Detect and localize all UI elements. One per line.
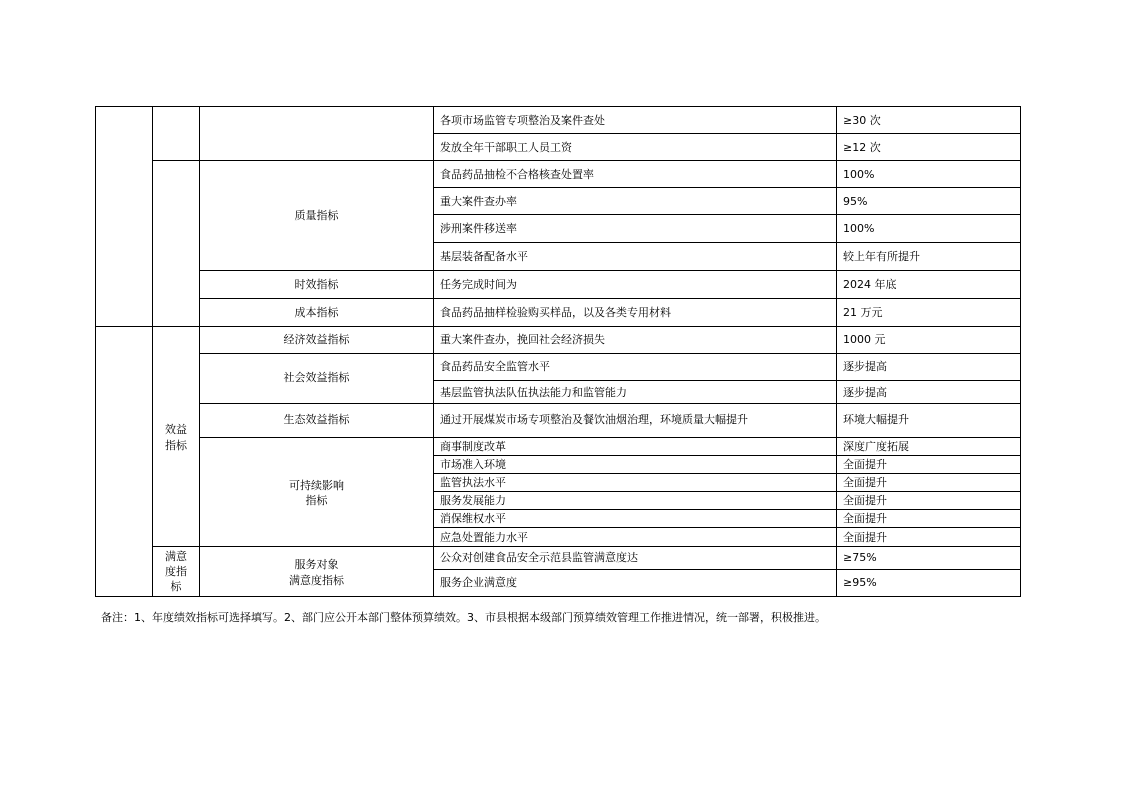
indicator-cell: 基层装备配备水平 — [440, 250, 528, 263]
category-quality: 质量指标 — [294, 209, 339, 222]
value-cell: ≥95% — [843, 576, 877, 589]
value-cell: 2024 年底 — [843, 278, 897, 291]
value-cell: 环境大幅提升 — [843, 413, 909, 426]
category-benefit-line2: 指标 — [165, 439, 187, 452]
category-economic: 经济效益指标 — [283, 333, 350, 346]
row-divider — [433, 455, 1021, 456]
category-ecological: 生态效益指标 — [283, 413, 350, 426]
indicator-cell: 服务发展能力 — [440, 494, 506, 507]
value-cell: 逐步提高 — [843, 360, 887, 373]
indicator-cell: 服务企业满意度 — [440, 576, 517, 589]
table-bottom-border — [95, 596, 1021, 597]
row-divider — [433, 527, 1021, 528]
category-benefit-line1: 效益 — [165, 423, 187, 436]
category-social: 社会效益指标 — [283, 371, 350, 384]
indicator-cell: 商事制度改革 — [440, 440, 506, 453]
category-service-line2: 满意度指标 — [289, 574, 344, 587]
value-cell: 1000 元 — [843, 333, 886, 346]
table-right-border — [1020, 106, 1021, 597]
indicator-cell: 任务完成时间为 — [440, 278, 517, 291]
col-divider — [199, 106, 200, 597]
value-cell: 全面提升 — [843, 458, 887, 471]
indicator-cell: 涉刑案件移送率 — [440, 222, 517, 235]
value-cell: 全面提升 — [843, 494, 887, 507]
indicator-cell: 食品药品抽样检验购买样品，以及各类专用材料 — [440, 306, 671, 319]
value-cell: ≥75% — [843, 551, 877, 564]
category-sustainable-line2: 指标 — [305, 494, 328, 507]
indicator-cell: 食品药品安全监管水平 — [440, 360, 550, 373]
row-divider — [95, 326, 1021, 327]
category-satisfaction-line3: 标 — [170, 580, 182, 593]
row-divider — [433, 380, 1021, 381]
value-cell: 95% — [843, 195, 868, 208]
col-divider — [95, 106, 96, 597]
indicator-cell: 通过开展煤炭市场专项整治及餐饮油烟治理，环境质量大幅提升 — [440, 413, 748, 426]
value-cell: 100% — [843, 168, 875, 181]
category-satisfaction-line2: 度指 — [165, 565, 187, 578]
category-cost: 成本指标 — [294, 306, 339, 319]
value-cell: 全面提升 — [843, 476, 887, 489]
indicator-cell: 重大案件查办，挽回社会经济损失 — [440, 333, 605, 346]
indicator-cell: 市场准入环境 — [440, 458, 506, 471]
value-cell: 全面提升 — [843, 531, 887, 544]
row-divider — [433, 242, 1021, 243]
col-divider — [152, 106, 153, 597]
row-divider — [199, 353, 1021, 354]
row-divider — [433, 214, 1021, 215]
row-divider — [433, 187, 1021, 188]
row-divider — [433, 133, 1021, 134]
table-top-border — [95, 106, 1021, 107]
row-divider — [199, 270, 1021, 271]
col-divider — [433, 106, 434, 597]
category-service-line1: 服务对象 — [294, 558, 339, 571]
category-satisfaction-line1: 满意 — [165, 550, 187, 563]
row-divider — [199, 437, 1021, 438]
row-divider — [433, 491, 1021, 492]
indicator-cell: 基层监管执法队伍执法能力和监管能力 — [440, 386, 627, 399]
value-cell: 100% — [843, 222, 875, 235]
value-cell: 深度广度拓展 — [843, 440, 909, 453]
row-divider — [199, 298, 1021, 299]
col-divider — [836, 106, 837, 597]
indicator-cell: 重大案件查办率 — [440, 195, 517, 208]
value-cell: 逐步提高 — [843, 386, 887, 399]
row-divider — [433, 473, 1021, 474]
indicator-cell: 监管执法水平 — [440, 476, 506, 489]
value-cell: ≥30 次 — [843, 114, 881, 127]
value-cell: 21 万元 — [843, 306, 883, 319]
indicator-cell: 公众对创建食品安全示范县监管满意度达 — [440, 551, 638, 564]
row-divider — [199, 403, 1021, 404]
value-cell: 全面提升 — [843, 512, 887, 525]
indicator-cell: 发放全年干部职工人员工资 — [440, 141, 572, 154]
category-sustainable-line1: 可持续影响 — [289, 479, 344, 492]
value-cell: 较上年有所提升 — [843, 250, 920, 263]
indicator-cell: 应急处置能力水平 — [440, 531, 528, 544]
footnote: 备注：1、年度绩效指标可选择填写。2、部门应公开本部门整体预算绩效。3、市县根据本级部门预算绩效管理工作推进情况，统一部署，积极推进。 — [101, 611, 826, 624]
indicator-cell: 各项市场监管专项整治及案件查处 — [440, 114, 605, 127]
category-timeliness: 时效指标 — [294, 278, 339, 291]
row-divider — [152, 160, 1021, 161]
indicator-cell: 食品药品抽检不合格核查处置率 — [440, 168, 594, 181]
row-divider — [433, 509, 1021, 510]
value-cell: ≥12 次 — [843, 141, 881, 154]
row-divider — [433, 569, 1021, 570]
indicator-cell: 消保维权水平 — [440, 512, 506, 525]
row-divider — [152, 546, 1021, 547]
